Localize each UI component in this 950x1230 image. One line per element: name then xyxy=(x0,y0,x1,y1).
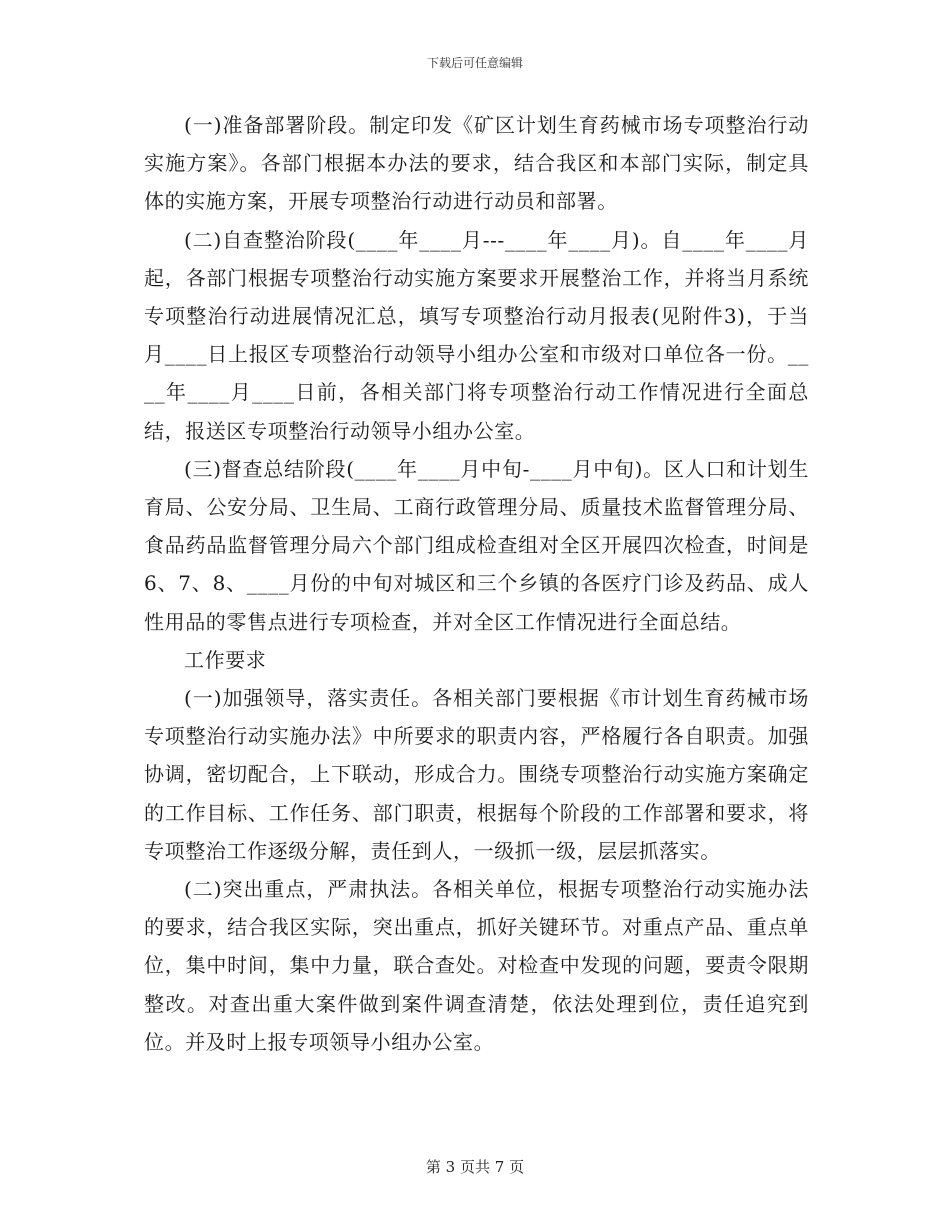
page-header: 下载后可任意编辑 xyxy=(426,56,523,70)
paragraph-strengthen-leadership: (一)加强领导，落实责任。各相关部门要根据《市计划生育药械市场专项整治行动实施办法》中所要求的职责内容，严格履行各自职责。加强协调，密切配合，上下联动，形成合力。围绕专项整治行动实施方案确定的工作目标、工作任务、部门职责，根据每个阶段的工作部署和要求，将专项整治工作逐级分解，责任到人，一级抓一级，层层抓落实。 xyxy=(144,686,809,863)
paragraph-supervision-summary-stage: (三)督查总结阶段(____年____月中旬-____月中旬)。区人口和计划生育局、公安分局、卫生局、工商行政管理分局、质量技术监督管理分局、食品药品监督管理分局六个部门组成检查组对全区开展四次检查，时间是6、7、8、____月份的中旬对城区和三个乡镇的各医疗门诊及药品、成人性用品的零售点进行专项检查，并对全区工作情况进行全面总结。 xyxy=(144,456,809,634)
section-heading-work-requirements: 工作要求 xyxy=(184,647,267,672)
paragraph-highlight-priorities: (二)突出重点，严肃执法。各相关单位，根据专项整治行动实施办法的要求，结合我区实际，突出重点，抓好关键环节。对重点产品、重点单位，集中时间，集中力量，联合查处。对检查中发现的问题，要责令限期整改。对查出重大案件做到案件调查清楚，依法处理到位，责任追究到位。并及时上报专项领导小组办公室。 xyxy=(144,877,809,1054)
paragraph-preparation-stage: (一)准备部署阶段。制定印发《矿区计划生育药械市场专项整治行动实施方案》。各部门根据本办法的要求，结合我区和本部门实际，制定具体的实施方案，开展专项整治行动进行动员和部署。 xyxy=(144,113,809,214)
document-body xyxy=(144,106,809,1061)
paragraph-self-inspection-stage: (二)自查整治阶段(____年____月---____年____月)。自____年____月起，各部门根据专项整治行动实施方案要求开展整治工作，并将当月系统专项整治行动进展情况汇总，填写专项整治行动月报表(见附件3)，于当月____日上报区专项整治行动领导小组办公室和市级对口单位各一份。____年____月____日前，各相关部门将专项整治行动工作情况进行全面总结，报送区专项整治行动领导小组办公室。 xyxy=(144,227,809,443)
page-number-footer: 第 3 页共 7 页 xyxy=(425,1158,525,1176)
